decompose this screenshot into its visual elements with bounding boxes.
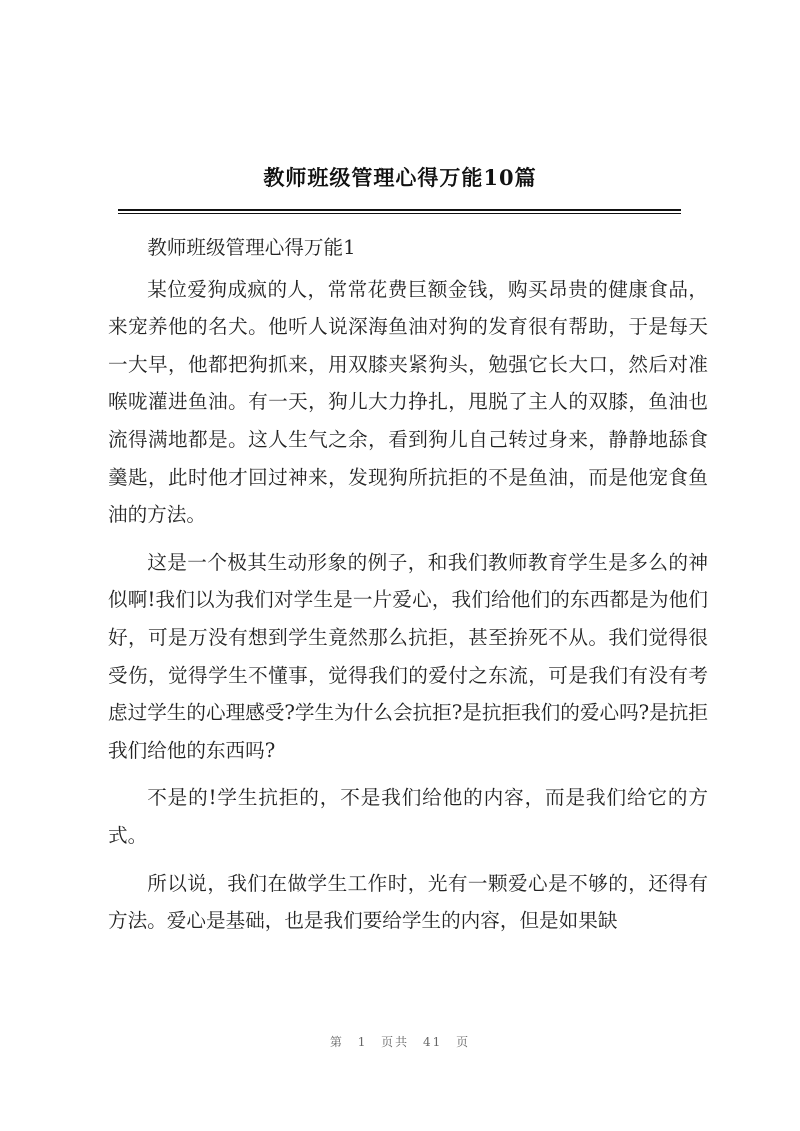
footer-suffix: 页 [456,1035,471,1049]
document-title: 教师班级管理心得万能10篇 [263,165,537,190]
section-heading: 教师班级管理心得万能1 [147,236,356,259]
footer-middle: 页共 [381,1035,410,1049]
footer-prefix: 第 [329,1035,344,1049]
title-divider-thin [118,213,681,214]
paragraph: 这是一个极其生动形象的例子，和我们教师教育学生是多么的神似啊!我们以为我们对学生是一片爱心，我们给他们的东西都是为他们好，可是万没有想到学生竟然那么抗拒，甚至拚死不从。我们觉得很受伤，觉得学生不懂事，觉得我们的爱付之东流，可是我们有没有考虑过学生的心理感受?学生为什么会抗拒?是抗拒我们的爱心吗?是抗拒我们给他的东西吗? [108,550,708,762]
paragraph: 某位爱狗成疯的人，常常花费巨额金钱，购买昂贵的健康食品，来宠养他的名犬。他听人说深海鱼油对狗的发育很有帮助，于是每天一大早，他都把狗抓来，用双膝夹紧狗头，勉强它长大口，然后对准喉咙灌进鱼油。有一天，狗儿大力挣扎，甩脱了主人的双膝，鱼油也流得满地都是。这人生气之余，看到狗儿自己转过身来，静静地舔食羹匙，此时他才回过神来，发现狗所抗拒的不是鱼油，而是他宠食鱼油的方法。 [108,277,708,527]
footer-current-page: 1 [357,1035,368,1049]
document-body [108,229,708,950]
footer-total-pages: 41 [423,1035,443,1049]
paragraph: 不是的!学生抗拒的，不是我们给他的内容，而是我们给它的方式。 [108,786,708,847]
page-footer [0,1033,800,1050]
title-divider-thick [118,209,681,211]
paragraph: 所以说，我们在做学生工作时，光有一颗爱心是不够的，还得有方法。爱心是基础，也是我们要给学生的内容，但是如果缺 [108,871,708,933]
